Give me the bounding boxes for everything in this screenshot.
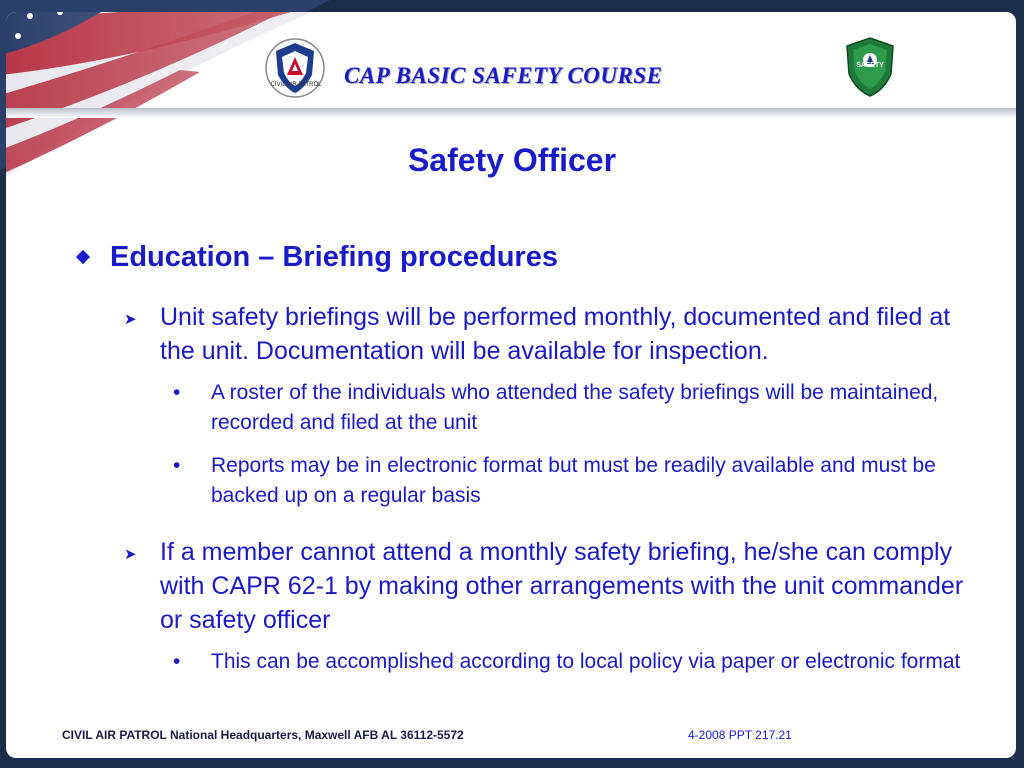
civil-air-patrol-logo	[264, 37, 326, 99]
point-text: If a member cannot attend a monthly safety briefing, he/she can comply with CAPR 62-1 by making other arrangements with the unit commander or safety officer	[160, 538, 964, 634]
arrow-bullet-icon: ➤	[124, 546, 137, 563]
dot-bullet-icon: •	[173, 454, 181, 477]
course-title: CAP BASIC SAFETY COURSE	[344, 63, 663, 88]
arrow-bullet-icon: ➤	[124, 311, 137, 328]
subpoint-text: This can be accomplished according to local policy via paper or electronic format	[211, 650, 961, 673]
slide-title: Safety Officer	[407, 142, 617, 178]
footer-organization: CIVIL AIR PATROL National Headquarters, Maxwell AFB AL 36112-5572	[62, 728, 464, 742]
subpoint-text: Reports may be in electronic format but must be readily available and must be backed up on a regular basis	[211, 454, 936, 507]
dot-bullet-icon: •	[173, 650, 181, 673]
subpoint-text: A roster of the individuals who attended the safety briefings will be maintained, recorded and filed at the unit	[211, 381, 939, 434]
right-logo-caption: SAFETY	[856, 62, 884, 69]
left-logo-caption: CIVIL AIR PATROL	[270, 82, 322, 88]
dot-bullet-icon: •	[173, 381, 181, 404]
header-divider	[6, 108, 1016, 118]
point-text: Unit safety briefings will be performed monthly, documented and filed at the unit. Documentation will be available for inspection.	[160, 303, 951, 365]
footer-version: 4-2008 PPT 217.21	[688, 728, 792, 742]
main-heading: Education – Briefing procedures	[110, 241, 558, 273]
